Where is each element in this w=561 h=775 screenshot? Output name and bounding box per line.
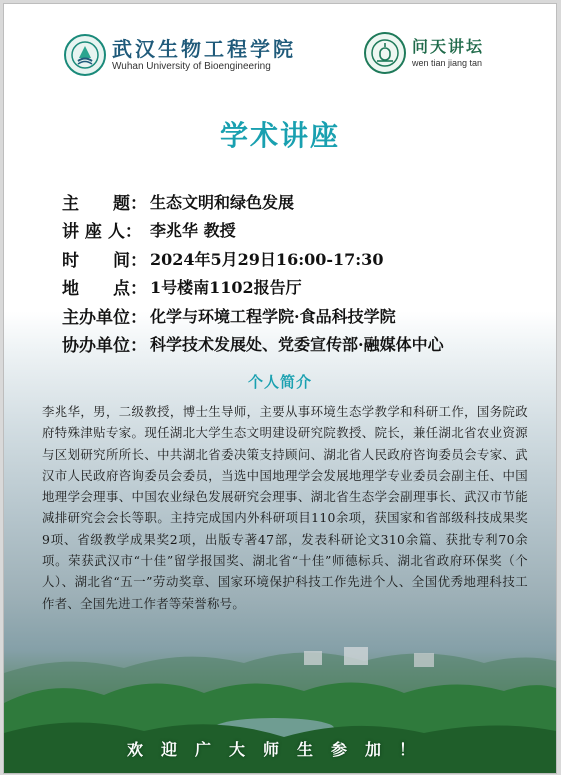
university-name-en: Wuhan University of Bioengineering	[112, 61, 271, 72]
forum-seal-icon	[364, 32, 406, 74]
info-label: 协办单位：	[62, 336, 147, 357]
university-emblem-icon	[64, 34, 106, 76]
info-row-location	[62, 273, 532, 302]
poster-header	[4, 4, 556, 94]
forum-name-en: wen tian jiang tan	[412, 58, 483, 68]
welcome-message: 欢迎广大师生参加！	[126, 740, 433, 759]
info-label: 讲 座 人：	[62, 222, 142, 243]
info-label: 主 题：	[62, 193, 147, 214]
info-row-topic	[62, 187, 532, 216]
info-row-speaker	[62, 216, 532, 245]
speaker-bio: 李兆华，男，二级教授，博士生导师，主要从事环境生态学教学和科研工作，国务院政府特殊津贴专家。现任湖北大学生态文明建设研究院教授、院长，兼任湖北省农业资源与区划研究所所长、中共湖北省委决策支持顾问、湖北省人民政府咨询委员会专家、武汉市人民政府咨询委员会委员，当选中国地理学会发展地理学专业委员会副主任、中国地理学会理事、中国农业绿色发展研究会理事、湖北省生态学会副理事长、武汉市节能减排研究会会长等职。主持完成国内外科研项目110余项，获国家和省部级科技成果奖9项、省级教学成果奖2项，出版专著47部，发表科研论文310余篇、获批专利70余项。荣获武汉市“十佳”留学报国奖、湖北省“十佳”师德标兵、湖北省政府环保奖（个人）、湖北省“五一”劳动奖章、国家环境保护科技工作先进个人、全国优秀地理科技工作者、全国先进工作者等荣誉称号。	[42, 404, 528, 611]
bio-section-title: 个人简介	[247, 373, 312, 391]
info-label: 地 点：	[62, 279, 147, 300]
poster-title: 学术讲座	[219, 119, 340, 152]
info-value: 1号楼南1102报告厅	[150, 278, 302, 298]
info-row-cohost	[62, 330, 532, 359]
info-label: 时 间：	[62, 250, 147, 271]
info-label: 主办单位：	[62, 307, 147, 328]
info-value: 生态文明和绿色发展	[150, 192, 295, 212]
info-value: 化学与环境工程学院·食品科技学院	[150, 306, 396, 326]
info-row-host	[62, 301, 532, 330]
lecture-info	[62, 187, 532, 358]
forum-logo	[364, 32, 484, 74]
info-value: 李兆华 教授	[150, 221, 236, 241]
forum-name-cn: 问天讲坛	[412, 37, 485, 56]
info-value: 科学技术发展处、党委宣传部·融媒体中心	[150, 335, 444, 355]
lecture-poster	[3, 3, 557, 774]
info-row-time	[62, 244, 532, 273]
university-name-cn: 武汉生物工程学院	[112, 37, 296, 61]
university-logo	[64, 34, 296, 76]
info-value: 2024年5月29日16:00-17:30	[150, 249, 384, 269]
